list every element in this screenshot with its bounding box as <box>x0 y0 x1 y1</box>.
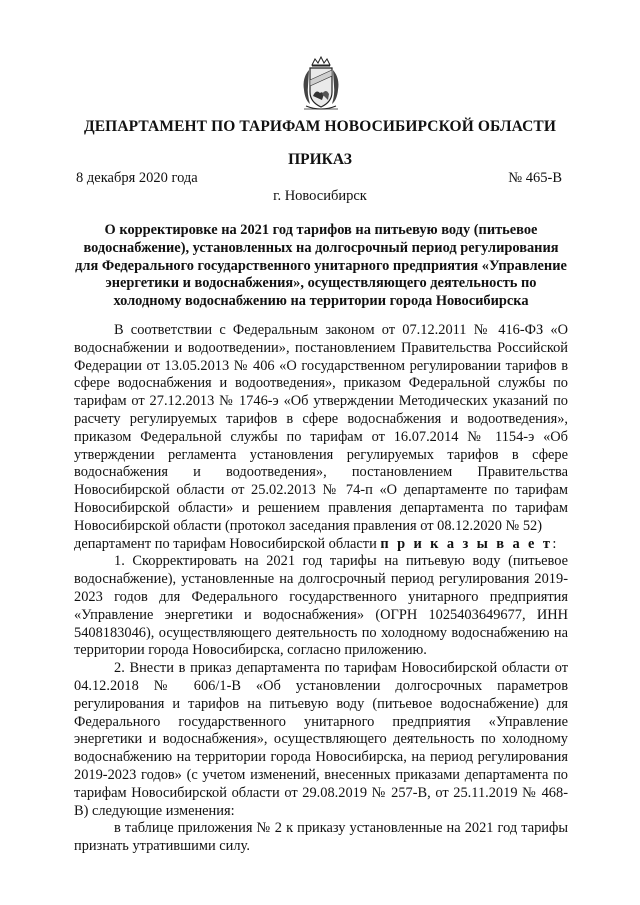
preamble-paragraph: В соответствии с Федеральным законом от 07.12.2011 № 416-ФЗ «О водоснабжении и водоотведении», постановлением Правительства Российской Федерации от 13.05.2013 № 406 «О государственном регулировании тарифов в сфере водоснабжения и водоотведения», приказом Федеральной службы по тарифам от 27.12.2013 № 1746-э «Об утверждении Методических указаний по расчету регулируемых тарифов в сфере водоснабжения и водоотведения», приказом Федеральной службы по тарифам от 16.07.2014 № 1154-э «Об утверждении регламента установления регулируемых тарифов в сфере водоснабжения и водоотведения», постановлением Правительства Новосибирской области от 25.02.2013 № 74-п «О департаменте по тарифам Новосибирской области» и решением правления департамента по тарифам Новосибирской области (протокол заседания правления от 08.12.2020 № 52) <box>74 322 568 534</box>
orders-intro: департамент по тарифам Новосибирской области <box>74 535 377 552</box>
document-body <box>74 322 568 856</box>
order-number: № 465-В <box>508 170 562 186</box>
orders-word: п р и к а з ы в а е т <box>380 535 553 552</box>
document-title: О корректировке на 2021 год тарифов на питьевую воду (питьевое водоснабжение), установленных на долгосрочный период регулирования для Федерального государственного унитарного предприятия «Управление энергетики и водоснабжения», осуществляющего деятельность по холодному водоснабжению на территории города Новосибирска <box>75 222 567 310</box>
item-2-subparagraph: в таблице приложения № 2 к приказу установленные на 2021 год тарифы признать утратившими силу. <box>74 820 568 855</box>
document-type: ПРИКАЗ <box>288 151 352 168</box>
orders-colon: : <box>552 535 557 552</box>
orders-line <box>74 536 568 554</box>
order-city: г. Новосибирск <box>273 188 367 204</box>
item-1-paragraph: 1. Скорректировать на 2021 год тарифы на питьевую воду (питьевое водоснабжение), установленные на долгосрочный период регулирования 2019-2023 годов для Федерального государственного унитарного предприятия «Управление энергетики и водоснабжения» (ОГРН 1025403649677, ИНН 5408183046), осуществляющего деятельность по холодному водоснабжению на территории города Новосибирска, согласно приложению. <box>74 553 568 659</box>
item-2-paragraph: 2. Внести в приказ департамента по тарифам Новосибирской области от 04.12.2018 № 606/1-В «Об установлении долгосрочных параметров регулирования и тарифов на питьевую воду (питьевое водоснабжение) для Федерального государственного унитарного предприятия «Управление энергетики и водоснабжения», осуществляющего деятельность по холодному водоснабжению на территории города Новосибирска, на период регулирования 2019-2023 годов» (с учетом изменений, внесенных приказами департамента по тарифам Новосибирской области от 29.08.2019 № 257-В, от 25.11.2019 № 468-В) следующие изменения: <box>74 660 568 819</box>
coat-of-arms-icon <box>298 56 344 112</box>
department-name: ДЕПАРТАМЕНТ ПО ТАРИФАМ НОВОСИБИРСКОЙ ОБЛАСТИ <box>83 118 557 135</box>
order-date: 8 декабря 2020 года <box>76 170 198 186</box>
